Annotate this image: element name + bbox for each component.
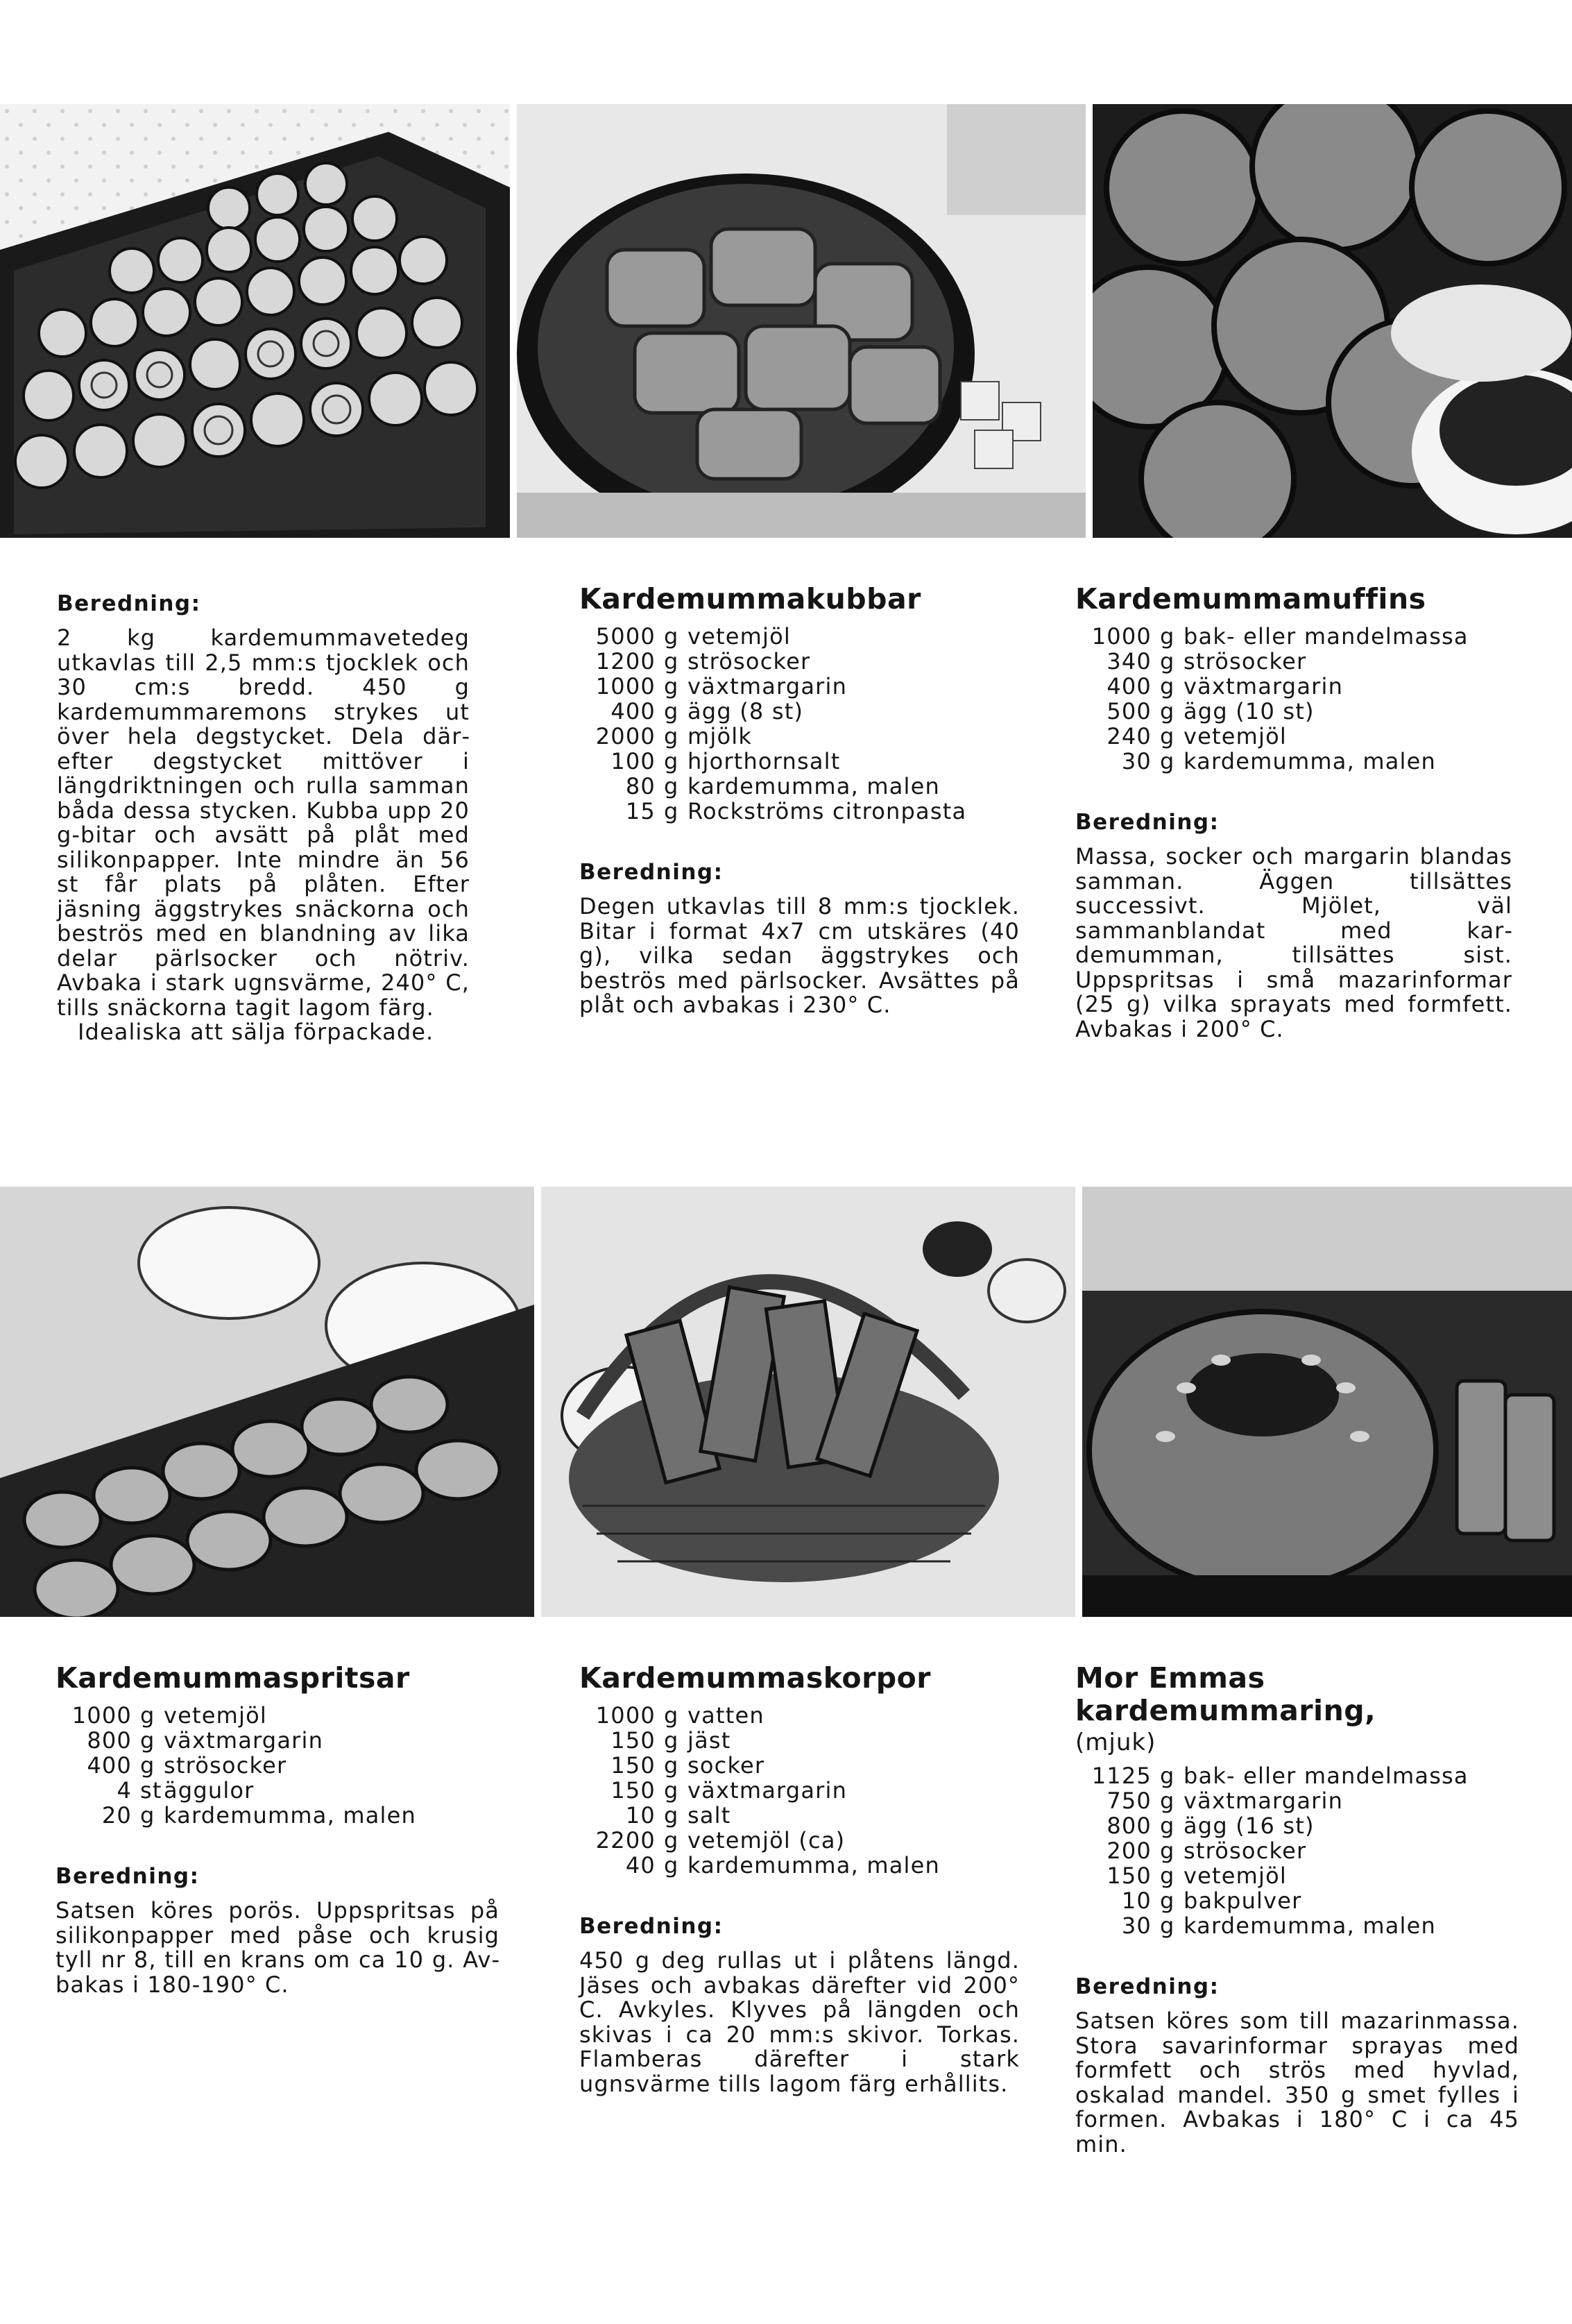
method-paragraph: Satsen köres porös. Uppspritsas på silikonpapper med påse och krusig tyll nr 8, till en krans om ca 10 g. Avbakas i 180-190° C.: [55, 1897, 499, 1998]
method-paragraph: Massa, socker och margarin blandas samman. Äggen tillsättes successivt. Mjölet, väl sammanblandat med kardemumman, tillsättes sist. Uppspritsas i små mazarinformar (25 g) vilka sprayats med formfett. Avbakas i 200° C.: [1075, 843, 1512, 1042]
method-paragraph: Idealiska att sälja förpackade.: [78, 1019, 434, 1045]
ingredient-row: 240 g vetemjöl: [1107, 723, 1287, 750]
ingredient-row: 150 g vetemjöl: [1107, 1863, 1287, 1890]
recipe-title: Kardemummamuffins: [1075, 582, 1426, 616]
recipe-kardemummaspritsar: [55, 1662, 499, 1997]
ingredient-row: 30 g kardemumma, malen: [1121, 748, 1436, 775]
method-text: [579, 1949, 1020, 2096]
ingredient-row: 1200 g strösocker: [595, 648, 811, 675]
recipe-title: Kardemummaskorpor: [579, 1661, 932, 1695]
ingredient-row: 1000 g bak- eller mandelmassa: [1091, 623, 1469, 650]
ingredient-row: 15 g Rockströms citronpasta: [625, 798, 967, 825]
recipe-title: Kardemummaspritsar: [55, 1661, 410, 1695]
recipe-subtitle: (mjuk): [1075, 1729, 1156, 1757]
photo-cardamom-muffins: [1093, 104, 1572, 538]
recipe-kardemummaskorpor: [579, 1662, 1020, 2096]
ingredient-row: 100 g hjorthornsalt: [610, 748, 841, 775]
ingredient-list: [1075, 1763, 1519, 1938]
ingredient-row: 150 g växtmargarin: [610, 1777, 848, 1804]
recipe-kardemummasnackor: [57, 591, 470, 1045]
ingredient-row: 150 g jäst: [610, 1727, 731, 1754]
ingredient-row: 10 g salt: [625, 1802, 731, 1829]
beredning-label: Beredning:: [55, 1864, 200, 1890]
ingredient-row: 1000 g växtmargarin: [595, 673, 848, 700]
beredning-label: Beredning:: [579, 1914, 724, 1940]
ingredient-list: [55, 1703, 499, 1828]
recipe-title: Kardemummakubbar: [579, 582, 921, 616]
method-text: [55, 1899, 499, 1997]
ingredient-row: 750 g växtmargarin: [1107, 1788, 1344, 1815]
ingredient-row: 80 g kardemumma, malen: [625, 773, 940, 800]
ingredient-list: [579, 1703, 1020, 1878]
ingredient-row: 5000 g vetemjöl: [595, 623, 791, 650]
method-text: [57, 626, 470, 1045]
photo-rusks-basket: [541, 1187, 1075, 1617]
photo-piped-cookies: [0, 1187, 534, 1617]
ingredient-row: 20 g kardemumma, malen: [101, 1802, 416, 1829]
ingredient-row: 500 g ägg (10 st): [1107, 698, 1315, 725]
beredning-label: Beredning:: [57, 591, 201, 616]
ingredient-row: 2000 g mjölk: [595, 723, 753, 750]
ingredient-row: 340 g strösocker: [1107, 648, 1307, 675]
beredning-label: Beredning:: [1075, 1974, 1220, 2000]
method-paragraph: 450 g deg rullas ut i plåtens längd. Jäses och avbakas därefter vid 200° C. Avkyles. Klyves på längden och skivas i ca 20 mm:s skivor. Torkas. Flamberas därefter i stark ugnsvärme tills lagom färg erhållits.: [579, 1947, 1020, 2097]
method-text: [1075, 2009, 1519, 2157]
method-text: [579, 894, 1020, 1018]
ingredient-row: 30 g kardemumma, malen: [1121, 1912, 1436, 1940]
recipe-title: Mor Emmas kardemummaring,: [1075, 1661, 1376, 1728]
recipe-kardemummamuffins: [1075, 583, 1512, 1042]
photo-cardamom-cubes: [517, 104, 1086, 538]
method-text: [1075, 845, 1512, 1042]
method-paragraph: 2 kg kardemummavetedeg utkavlas till 2,5 mm:s tjocklek och 30 cm:s bredd. 450 g kardemummaremons strykes ut över hela degstycket. Dela därefter degstycket mittöver i längdriktningen och rulla samman båda dessa stycken. Kubba upp 20 g-bitar och avsätt på plåt med silikonpapper. Inte mindre än 56 st får plats på plåten. Efter jäsning äggstrykes snäckorna och beströs med en blandning av lika delar pärlsocker och nötriv. Avbaka i stark ugnsvärme, 240° C, tills snäckorna tagit lagom färg.: [57, 625, 470, 1021]
ingredient-row: 40 g kardemumma, malen: [625, 1852, 940, 1879]
ingredient-row: 800 g växtmargarin: [87, 1727, 324, 1754]
ingredient-list: [579, 624, 1020, 824]
ingredient-row: 800 g ägg (16 st): [1107, 1813, 1315, 1840]
method-paragraph: Degen utkavlas till 8 mm:s tjocklek. Bitar i format 4x7 cm utskäres (40 g), vilka sedan äggstrykes och beströs med pärlsocker. Avsättes på plåt och avbakas i 230° C.: [579, 893, 1020, 1019]
photo-cardamom-ring: [1082, 1187, 1572, 1617]
ingredient-row: 10 g bakpulver: [1121, 1888, 1302, 1915]
photo-cinnamon-rolls: [0, 104, 510, 538]
ingredient-row: 150 g socker: [610, 1752, 765, 1779]
ingredient-row: 1000 g vetemjöl: [71, 1702, 267, 1729]
recipe-kardemummakubbar: [579, 583, 1020, 1018]
beredning-label: Beredning:: [1075, 810, 1220, 836]
ingredient-row: 2200 g vetemjöl (ca): [595, 1827, 846, 1854]
method-paragraph: Satsen köres som till mazarinmassa. Stora savarinformar sprayas med formfett och strös med hyvlad, oskalad mandel. 350 g smet fylles i formen. Avbakas i 180° C i ca 45 min.: [1075, 2008, 1519, 2157]
recipe-mor-emmas-kardemummaring: [1075, 1662, 1519, 2157]
ingredient-row: 1125 g bak- eller mandelmassa: [1091, 1763, 1469, 1790]
ingredient-row: 200 g strösocker: [1107, 1838, 1307, 1865]
beredning-label: Beredning:: [579, 860, 724, 885]
ingredient-row: 400 g växtmargarin: [1107, 673, 1344, 700]
ingredient-row: 4 st äggulor: [117, 1777, 255, 1804]
ingredient-row: 400 g ägg (8 st): [610, 698, 804, 725]
ingredient-row: 400 g strösocker: [87, 1752, 287, 1779]
ingredient-list: [1075, 624, 1512, 774]
ingredient-row: 1000 g vatten: [595, 1702, 764, 1729]
